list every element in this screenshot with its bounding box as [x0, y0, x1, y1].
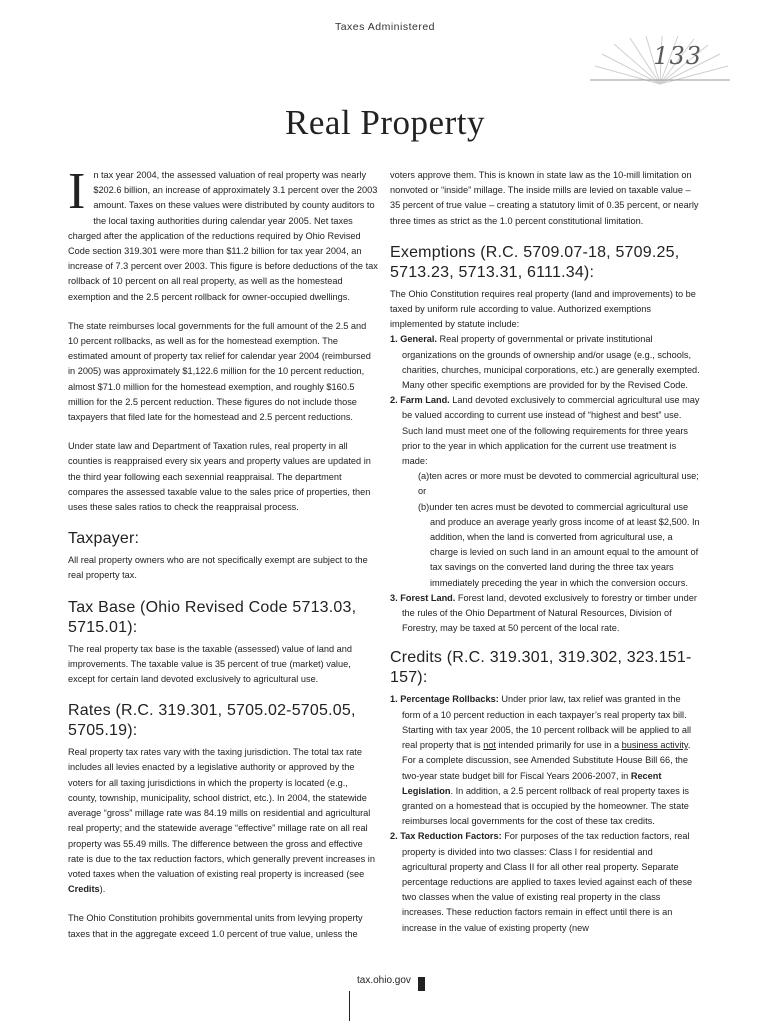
- right-column: [390, 168, 700, 948]
- footer-url: tax.ohio.gov: [357, 975, 411, 986]
- credits-list: [390, 692, 700, 935]
- running-head: Taxes Administered: [334, 21, 436, 33]
- inside-millage-paragraph: voters approve them. This is known in state law as the 10-mill limitation on nonvoted or “inside” millage. The inside mills are levied on taxable value – 35 percent of true value – creating a statutory limit of 0.35 percent, or nearly three times as strict as the 1.0 percent constitutional limitation.: [390, 170, 699, 226]
- drop-cap: I: [68, 163, 86, 220]
- page-number: 133: [653, 42, 702, 70]
- page-number-banner: [590, 36, 730, 88]
- credits-reference: Credits: [68, 884, 100, 895]
- reimbursement-paragraph: The state reimburses local governments for the full amount of the 2.5 and 10 percent rollbacks, as well as for the homestead exemption. The estimated amount of property tax relief for calendar year 2004 (reimbursed in 2005) was approximately $1,122.6 million for the 10 percent reduction, almost $71.0 million for the homestead exemption, and roughly $160.5 million for the 2.5 percent reduction. These figures do not include those taxpayers that filed late for the homestead and 2.5 percent reductions.: [68, 320, 371, 423]
- footer-rule: [349, 991, 350, 1021]
- exemptions-heading: Exemptions (R.C. 5709.07-18, 5709.25, 5713.23, 5713.31, 6111.34):: [390, 243, 680, 281]
- farm-land-sublist: [402, 469, 700, 591]
- exemptions-intro: The Ohio Constitution requires real property (land and improvements) to be taxed by uniform rule according to value. Authorized exemptions implemented by statute include:: [390, 288, 696, 330]
- list-item: 3. Forest Land. Forest land, devoted exclusively to forestry or timber under the rules of the Ohio Department of Natural Resources, Division of Forestry, may be taxed at 50 percent of the local rate.: [390, 592, 697, 634]
- constitution-paragraph: The Ohio Constitution prohibits governmental units from levying property taxes that in the aggregate exceed 1.0 percent of true value, unless the: [68, 913, 363, 939]
- list-item: 1. General. Real property of governmental or private institutional organizations on the grounds of ownership and/or usage (e.g., schools, charities, churches, municipal corporations, etc.) are generally exempted. Many other specific exemptions are provided for by the Revised Code.: [390, 334, 700, 391]
- list-item: or: [418, 486, 427, 497]
- rates-paragraph: Real property tax rates vary with the taxing jurisdiction. The total tax rate includes all levies enacted by a legislative authority or approved by the voters for all taxing jurisdictions in which the property is located (e.g., county, township, municipality, school district, etc.). In 2004, the statewide average “gross” millage rate was 84.19 mills on residential and agricultural real property; and the statewide average “effective” millage rate on all real property was 55.49 mills. The difference between the gross and effective rate is due to the tax reduction factors, which generally prevent increases in voted taxes when the valuation of existing real property is increased (see Credits).: [68, 747, 375, 895]
- intro-paragraph: In tax year 2004, the assessed valuation of real property was nearly $202.6 billion, an increase of approximately 3.1 percent over the 2003 amount. Taxes on these values were distributed by county auditors to the local taxing authorities during calendar year 2005. Net taxes charged after the application of the reductions required by Ohio Revised Code section 319.301 were more than $11.2 billion for tax year 2004, an increase of 7.3 percent over 2003. This figure is before deductions of the tax rollback of 10 percent on all real property, as well as the homestead exemption and the 2.5 percent rollback for owner-occupied dwellings.: [68, 163, 378, 302]
- reappraisal-paragraph: Under state law and Department of Taxation rules, real property in all counties is reappraised every six years and property values are updated in the third year following each sexennial reappraisal. The department compares the assessed taxable value to the sales price of properties, then uses these sales ratios to check the reappraisal process.: [68, 441, 371, 513]
- page-title: Real Property: [285, 103, 485, 142]
- tax-base-heading: Tax Base (Ohio Revised Code 5713.03, 5715.01):: [68, 598, 357, 636]
- list-item: (b)under ten acres must be devoted to commercial agricultural use and produce an average yearly gross income of at least $2,500. In addition, when the land is converted from agricultural use, a charge is levied on such land in an amount equal to the amount of tax savings on the converted land during the three tax years immediately preceding the year in which the conversion occurs.: [418, 501, 700, 588]
- taxpayer-heading: Taxpayer:: [68, 530, 140, 548]
- taxpayer-paragraph: All real property owners who are not specifically exempt are subject to the real property tax.: [68, 555, 368, 581]
- credits-heading: Credits (R.C. 319.301, 319.302, 323.151-157):: [390, 649, 692, 687]
- list-item: 1. Percentage Rollbacks: Under prior law, tax relief was granted in the form of a 10 percent reduction in each taxpayer’s real property tax bill. Starting with tax year 2005, the 10 percent rollback will be applied to all real property that is not intended primarily for use in a business activity. For a complete discussion, see Amended Substitute House Bill 66, the two-year state budget bill for Fiscal Years 2006-2007, in Recent Legislation. In addition, a 2.5 percent rollback of real property taxes is granted on a homestead that is occupied by the homeowner. The state reimburses local governments for the cost of these tax credits.: [390, 694, 692, 827]
- tax-base-paragraph: The real property tax base is the taxable (assessed) value of land and improvements. The taxable value is 35 percent of true (market) value, except for certain land devoted exclusively to agricultural use.: [68, 643, 352, 685]
- list-item: 2. Tax Reduction Factors: For purposes of the tax reduction factors, real property is divided into two classes: Class I for residential and agricultural property and Class II for all other real property. Separate percentage reductions are applied to taxes levied against each of these two classes when the value of existing real property in the class increases. These reduction factors remain in effect until there is an increase in the value of existing property (new: [390, 831, 693, 933]
- footer-bar: [418, 977, 425, 991]
- exemptions-list: [390, 332, 700, 636]
- list-item: 2. Farm Land. Land devoted exclusively to commercial agricultural use may be valued according to current use instead of “highest and best” use. Such land must meet one of the following requirements for three years prior to the year in which application for the current use treatment is made: (a)ten acres or more must be devoted to commercial agricultural use; or (b)under ten acres must be devoted to commercial agricultural use and produce an average yearly gross income of at least $2,500. In addition, when the land is converted from agricultural use, a charge is levied on such land in an amount equal to the amount of tax savings on the converted land during the three tax years immediately preceding the year in which the conversion occurs.: [390, 393, 700, 591]
- rates-heading: Rates (R.C. 319.301, 5705.02-5705.05, 5705.19):: [68, 702, 356, 740]
- left-column: [68, 163, 378, 956]
- list-item: (a)ten acres or more must be devoted to commercial agricultural use;: [418, 471, 699, 482]
